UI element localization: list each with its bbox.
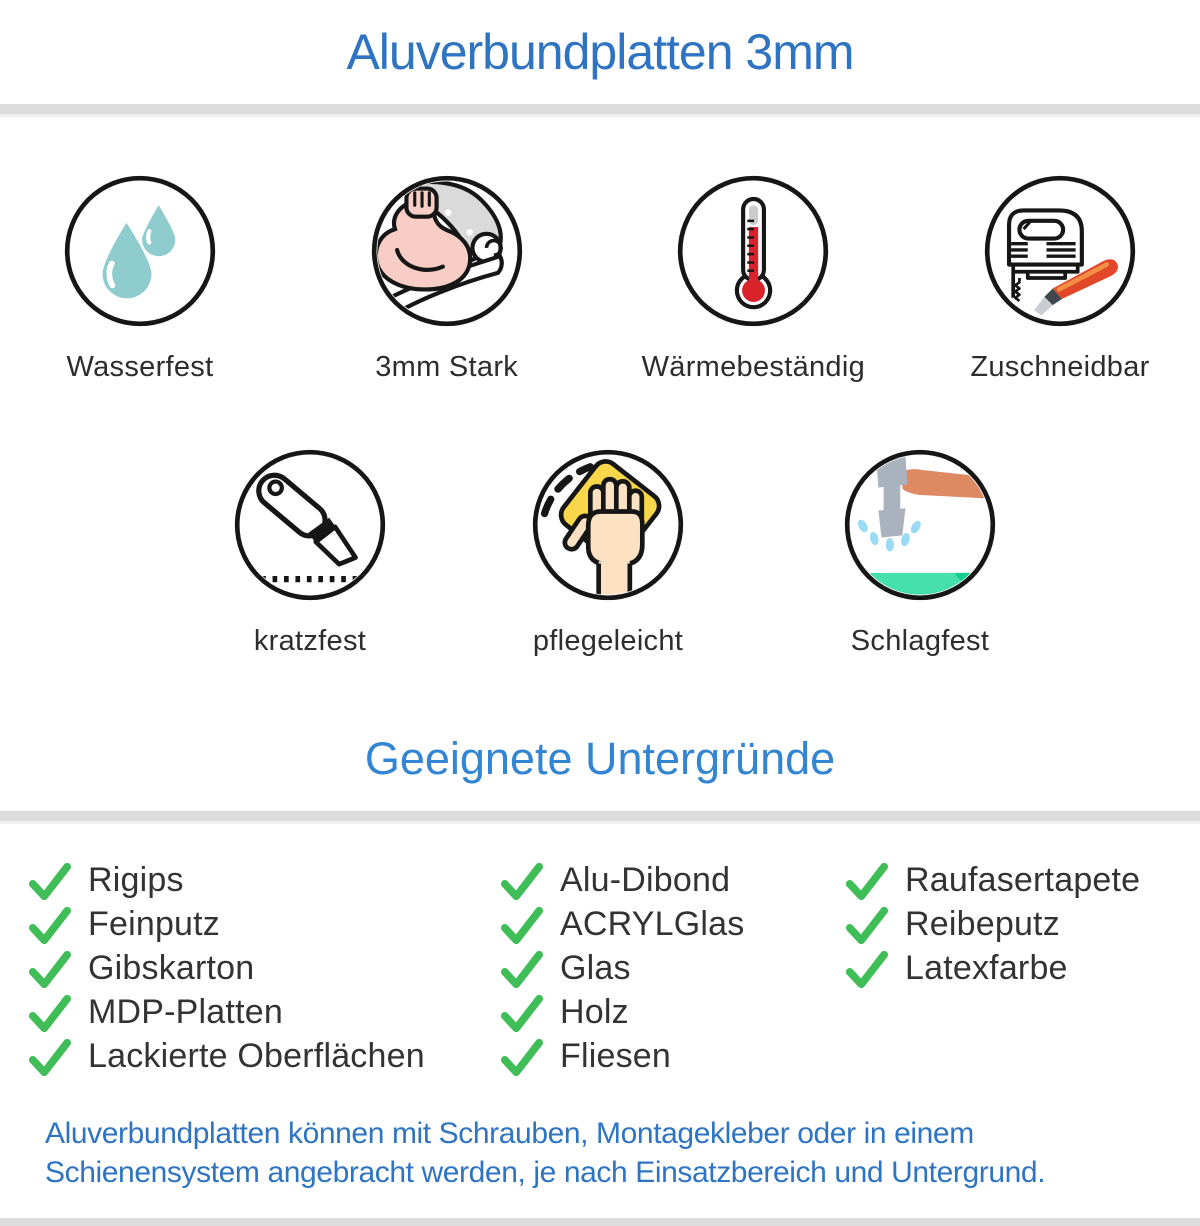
substrate-label: Latexfarbe — [905, 949, 1068, 987]
footer-line-1: Aluverbundplatten können mit Schrauben, Montagekleber oder in einem — [45, 1117, 974, 1150]
check-icon — [28, 947, 72, 991]
check-icon — [500, 1035, 544, 1079]
list-item — [500, 862, 845, 899]
substrate-label: Raufasertapete — [905, 861, 1141, 899]
footer-note — [0, 1114, 1200, 1192]
features-row-2 — [0, 447, 1200, 659]
list-item — [500, 906, 845, 943]
substrate-label: Holz — [560, 993, 629, 1031]
substrates-column-3 — [845, 862, 1200, 1082]
feature-label: Wärmebeständig — [641, 351, 866, 383]
check-icon — [28, 991, 72, 1035]
feature-label: Wasserfest — [66, 351, 214, 383]
feature-label: 3mm Stark — [375, 351, 519, 383]
check-icon — [500, 859, 544, 903]
feature-zuschneidbar — [970, 173, 1150, 385]
feature-label: Schlagfest — [850, 625, 990, 657]
feature-kratzfest — [232, 447, 388, 659]
list-item — [28, 906, 500, 943]
divider — [0, 811, 1200, 824]
feature-waermebestaendig — [641, 173, 866, 385]
check-icon — [500, 947, 544, 991]
list-item — [500, 950, 845, 987]
substrate-label: Reibeputz — [905, 905, 1060, 943]
substrate-label: Feinputz — [88, 905, 221, 943]
check-icon — [28, 903, 72, 947]
feature-pflegeleicht — [530, 447, 686, 659]
substrate-label: Fliesen — [560, 1037, 672, 1075]
muscle-arm-icon — [369, 173, 525, 329]
section-title: Geeignete Untergründe — [364, 733, 836, 784]
substrate-label: Gibskarton — [88, 949, 255, 987]
features-row-1 — [0, 173, 1200, 385]
check-icon — [28, 859, 72, 903]
feature-wasserfest — [62, 173, 218, 385]
check-icon — [28, 1035, 72, 1079]
check-icon — [500, 991, 544, 1035]
list-item — [845, 950, 1200, 987]
list-item — [28, 994, 500, 1031]
feature-schlagfest — [842, 447, 998, 659]
list-item — [500, 994, 845, 1031]
substrate-label: Glas — [560, 949, 631, 987]
list-item — [28, 1038, 500, 1075]
list-item — [500, 1038, 845, 1075]
substrate-label: Alu-Dibond — [560, 861, 731, 899]
substrate-label: Lackierte Oberflächen — [88, 1037, 425, 1075]
page-title: Aluverbundplatten 3mm — [346, 24, 854, 80]
check-icon — [845, 947, 889, 991]
feature-label: Zuschneidbar — [970, 351, 1150, 383]
water-drops-icon — [62, 173, 218, 329]
substrates-column-2 — [500, 862, 845, 1082]
feature-label: kratzfest — [253, 625, 367, 657]
list-item — [845, 906, 1200, 943]
jigsaw-icon — [982, 173, 1138, 329]
substrate-label: ACRYLGlas — [560, 905, 745, 943]
substrate-label: MDP-Platten — [88, 993, 283, 1031]
list-item — [28, 950, 500, 987]
check-icon — [845, 903, 889, 947]
check-icon — [845, 859, 889, 903]
check-icon — [500, 903, 544, 947]
substrates-column-1 — [28, 862, 500, 1082]
feature-3mm-stark — [369, 173, 525, 385]
utility-knife-icon — [232, 447, 388, 603]
footer-line-2: Schienensystem angebracht werden, je nach Einsatzbereich und Untergrund. — [45, 1156, 1046, 1189]
bottom-divider — [0, 1218, 1200, 1226]
substrates-list — [0, 862, 1200, 1082]
substrate-label: Rigips — [88, 861, 184, 899]
list-item — [845, 862, 1200, 899]
hammer-icon — [842, 447, 998, 603]
list-item — [28, 862, 500, 899]
feature-label: pflegeleicht — [532, 625, 684, 657]
cleaning-hand-icon — [530, 447, 686, 603]
thermometer-icon — [675, 173, 831, 329]
divider — [0, 104, 1200, 117]
